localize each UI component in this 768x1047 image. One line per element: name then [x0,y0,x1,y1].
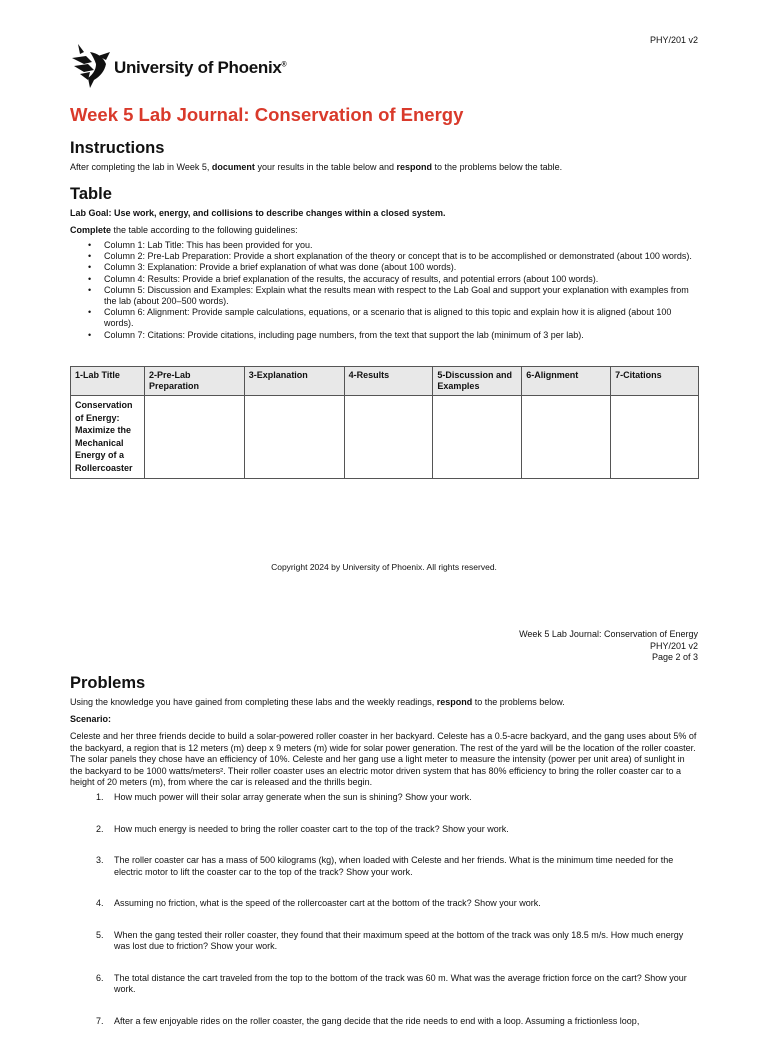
column-header: 7-Citations [611,367,699,396]
copyright: Copyright 2024 by University of Phoenix. All rights reserved. [271,562,497,572]
list-item: • Column 4: Results: Provide a brief explanation of the results, the accuracy of results, and potential errors (about 100 words). [70,274,700,285]
document-id: PHY/201 v2 [649,35,698,45]
column-header: 5-Discussion and Examples [433,367,522,396]
scenario-text: Celeste and her three friends decide to build a solar-powered roller coaster in her backyard. Celeste has a 0.5-acre backyard, and the gang uses about 5% of the backyard, a region that is 12 meters (m) deep x 9 meters (m) wide for solar power generation. The rest of the yard will be the location of the roller coaster. The solar panels they chose have an efficiency of 10%. Celeste and her gang use a light meter to measure the intensity (power per unit area) of sunlight in the backyard to be 1000 watts/meters². Their roller coaster uses an electric motor driven system that has 80% efficiency to bring the roller coaster car to a height of 20 meters (m), from where the car is released and the thrills begin. [70,731,697,787]
table-cell[interactable] [522,396,611,479]
list-item: • Column 2: Pre-Lab Preparation: Provide a short explanation of the theory or concept that is to be accomplished or demonstrated (about 100 words). [70,251,700,262]
list-item: • Column 3: Explanation: Provide a brief explanation of what was done (about 100 words). [70,262,700,273]
list-item: • Column 6: Alignment: Provide sample calculations, equations, or a scenario that is aligned to this topic and explain how it is aligned (about 100 words). [70,307,700,329]
list-item: 1. How much power will their solar array generate when the sun is shining? Show your work. [96,792,472,802]
table-cell[interactable] [611,396,699,479]
scenario-label: Scenario: [70,714,112,724]
guidelines-list [70,240,700,341]
instructions-text: After completing the lab in Week 5, document your results in the table below and respond to the problems below the table. [70,162,563,172]
column-header: 1-Lab Title [71,367,145,396]
list-item: 2. How much energy is needed to bring the roller coaster cart to the top of the track? Show your work. [96,823,509,834]
page-header-title: Week 5 Lab Journal: Conservation of Energy [519,629,698,639]
table-cell[interactable] [433,396,522,479]
logo-wordmark: University of Phoenix® [114,58,287,77]
page-header [519,629,698,664]
list-item: 4. Assuming no friction, what is the speed of the rollercoaster cart at the bottom of the track? Show your work. [96,898,541,908]
problems-heading: Problems [70,674,146,692]
list-item: • Column 1: Lab Title: This has been provided for you. [70,240,700,251]
university-logo [70,42,286,88]
list-item: • Column 7: Citations: Provide citations, including page numbers, from the text that support the lab (minimum of 3 per lab). [70,330,700,341]
lab-table [70,366,699,479]
list-item: 6. The total distance the cart traveled from the top to the bottom of the track was 60 m. What was the average friction force on the cart? Show your work. [96,972,687,994]
lab-goal: Lab Goal: Use work, energy, and collisions to describe changes within a closed system. [70,208,446,218]
table-heading: Table [70,185,112,203]
page-number: Page 2 of 3 [651,652,698,662]
complete-instruction: Complete the table according to the following guidelines: [70,225,298,235]
problems-list [70,792,700,1047]
table-row [71,396,699,479]
page-header-doc-id: PHY/201 v2 [649,640,698,651]
instructions-heading: Instructions [70,139,165,157]
list-item: 3. The roller coaster car has a mass of 500 kilograms (kg), when loaded with Celeste and her friends. What is the minimum time needed for the electric motor to lift the coaster car to the top of the track? Show your work. [96,855,674,877]
list-item: 7. After a few enjoyable rides on the roller coaster, the gang decide that the ride needs to end with a loop. Assuming a frictionless loop, [96,1015,640,1026]
column-header: 6-Alignment [522,367,611,396]
list-item: • Column 5: Discussion and Examples: Explain what the results mean with respect to the Lab Goal and support your explanation with examples from the lab (about 200–500 words). [70,285,700,307]
problems-intro: Using the knowledge you have gained from completing these labs and the weekly readings, respond to the problems below. [70,697,565,707]
table-cell[interactable] [344,396,433,479]
table-cell: Conservation of Energy: Maximize the Mechanical Energy of a Rollercoaster [71,396,145,479]
column-header: 2-Pre-Lab Preparation [144,367,244,396]
column-header: 4-Results [344,367,433,396]
table-cell[interactable] [244,396,344,479]
list-item: 5. When the gang tested their roller coaster, they found that their maximum speed at the bottom of the track was only 18.5 m/s. How much energy was lost due to friction? Show your work. [96,929,684,951]
column-header: 3-Explanation [244,367,344,396]
page-title: Week 5 Lab Journal: Conservation of Energy [70,104,464,125]
table-cell[interactable] [144,396,244,479]
table-header-row [71,367,699,396]
phoenix-bird-icon [70,42,112,88]
